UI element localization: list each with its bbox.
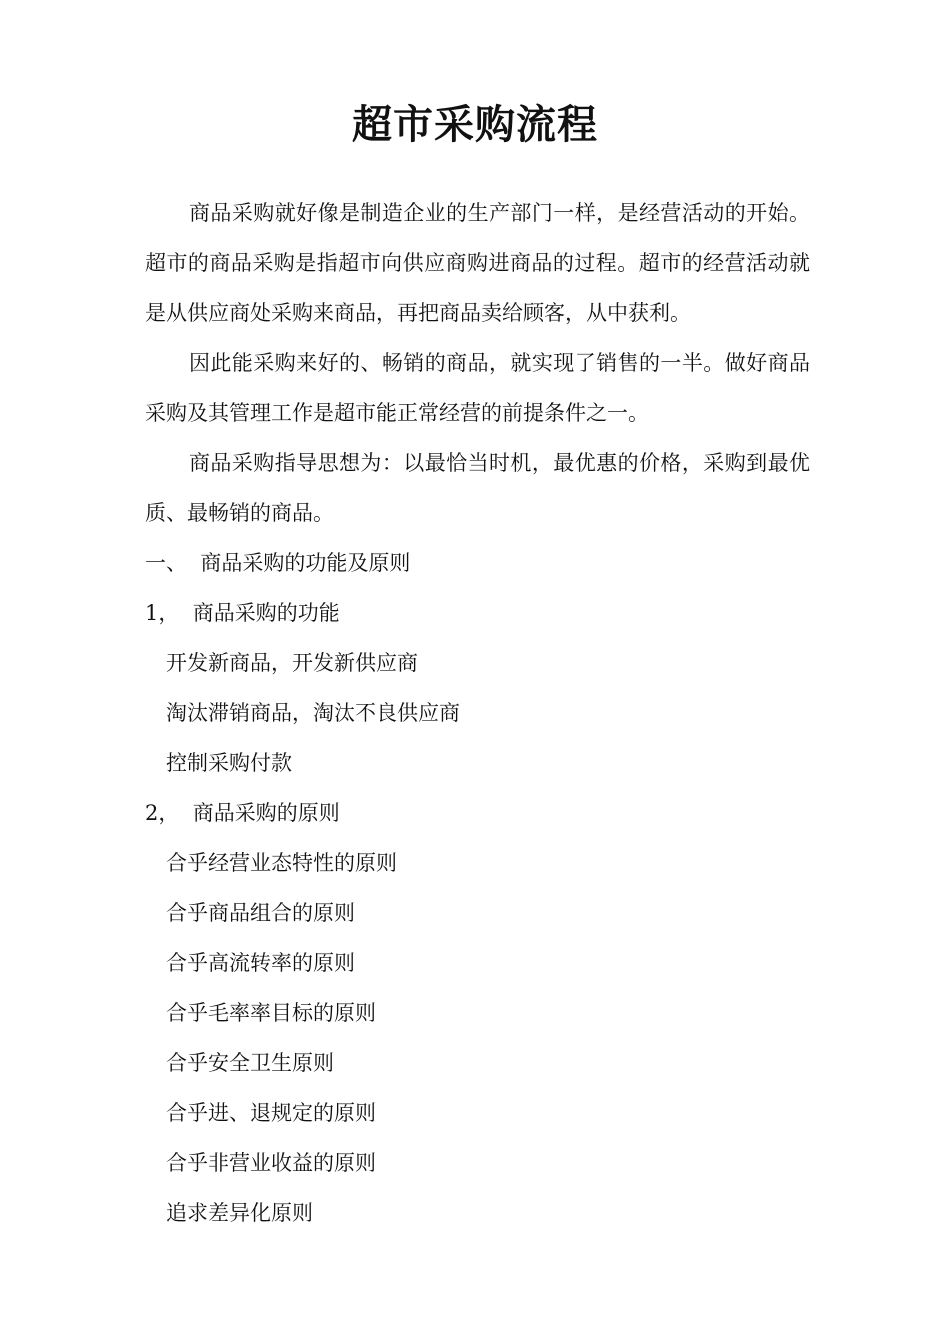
document-title: 超市采购流程 [352,102,598,148]
paragraph-intro: 商品采购就好像是制造企业的生产部门一样，是经营活动的开始。超市的商品采购是指超市向供应商购进商品的过程。超市的经营活动就是从供应商处采购来商品，再把商品卖给顾客，从中获利。 [145,201,810,325]
list-item: 合乎毛率率目标的原则 [166,1001,376,1025]
subsection-heading-functions: 1， 商品采购的功能 [145,601,340,625]
section-heading: 一、 商品采购的功能及原则 [145,551,411,575]
list-item: 合乎经营业态特性的原则 [166,851,397,875]
subsection-heading-principles: 2， 商品采购的原则 [145,801,340,825]
list-item: 合乎商品组合的原则 [166,901,355,925]
paragraph-guideline: 商品采购指导思想为：以最恰当时机，最优惠的价格，采购到最优质、最畅销的商品。 [145,451,810,525]
list-item: 合乎进、退规定的原则 [166,1101,376,1125]
document-body [145,188,810,1238]
list-item: 淘汰滞销商品，淘汰不良供应商 [166,701,460,725]
list-item: 合乎非营业收益的原则 [166,1151,376,1175]
list-item: 合乎安全卫生原则 [166,1051,334,1075]
list-item: 合乎高流转率的原则 [166,951,355,975]
list-item: 追求差异化原则 [166,1201,313,1225]
list-item: 开发新商品，开发新供应商 [166,651,418,675]
paragraph-importance: 因此能采购来好的、畅销的商品，就实现了销售的一半。做好商品采购及其管理工作是超市能正常经营的前提条件之一。 [145,351,810,425]
list-item: 控制采购付款 [166,751,292,775]
